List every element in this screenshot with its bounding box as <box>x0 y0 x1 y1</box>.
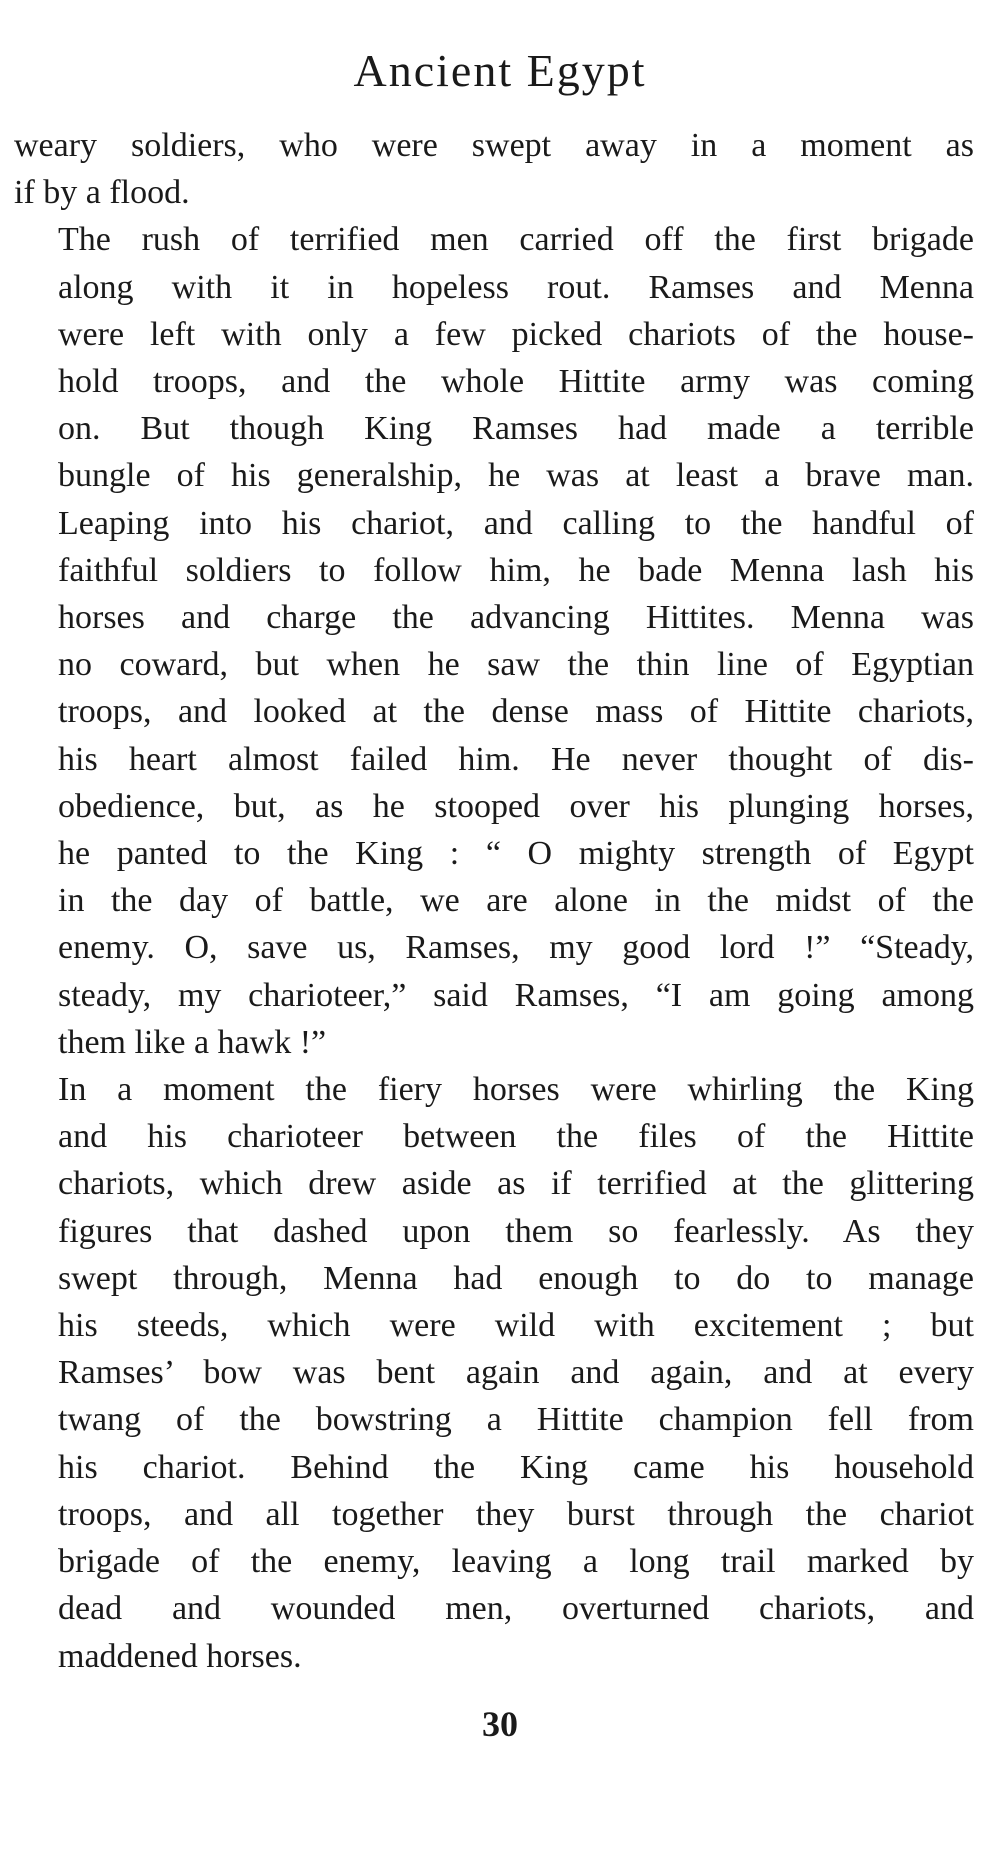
text-line: them like a hawk !” <box>58 1023 327 1061</box>
text-line: in the day of battle, we are alone in the midst of the <box>58 882 974 920</box>
text-line: were left with only a few picked chariots of the house- <box>58 315 974 353</box>
text-line: and his charioteer between the files of the Hittite <box>58 1118 974 1156</box>
body-text <box>14 122 974 1680</box>
text-line: no coward, but when he saw the thin line of Egyptian <box>58 646 974 684</box>
text-line: swept through, Menna had enough to do to manage <box>58 1259 974 1297</box>
running-title: Ancient Egypt <box>353 45 647 96</box>
text-line: weary soldiers, who were swept away in a moment as <box>14 127 974 164</box>
text-line: steady, my charioteer,” said Ramses, “I am going among <box>58 976 974 1014</box>
text-line: enemy. O, save us, Ramses, my good lord !” “Steady, <box>58 929 974 967</box>
text-line: maddened horses. <box>58 1637 302 1675</box>
text-line: faithful soldiers to follow him, he bade Menna lash his <box>58 551 974 589</box>
paragraph <box>14 216 974 1066</box>
text-line: dead and wounded men, overturned chariots, and <box>58 1590 974 1628</box>
text-line: he panted to the King : “ O mighty strength of Egypt <box>58 835 974 873</box>
text-line: his heart almost failed him. He never thought of dis- <box>58 740 974 778</box>
paragraph-continued <box>14 122 974 216</box>
text-line: troops, and all together they burst through the chariot <box>58 1495 974 1533</box>
text-line: his steeds, which were wild with excitement ; but <box>58 1307 974 1345</box>
text-line: brigade of the enemy, leaving a long trail marked by <box>58 1543 974 1581</box>
text-line: In a moment the fiery horses were whirling the King <box>58 1071 974 1109</box>
text-line: Leaping into his chariot, and calling to the handful of <box>58 504 974 542</box>
text-line: obedience, but, as he stooped over his plunging horses, <box>58 787 974 825</box>
text-line: The rush of terrified men carried off the first brigade <box>58 221 974 259</box>
text-line: twang of the bowstring a Hittite champion fell from <box>58 1401 974 1439</box>
text-line: figures that dashed upon them so fearlessly. As they <box>58 1212 974 1250</box>
text-line: his chariot. Behind the King came his household <box>58 1448 974 1486</box>
paragraph <box>14 1066 974 1680</box>
text-line: bungle of his generalship, he was at least a brave man. <box>58 457 974 495</box>
text-line: if by a flood. <box>14 174 190 212</box>
text-line: chariots, which drew aside as if terrified at the glittering <box>58 1165 974 1203</box>
text-line: hold troops, and the whole Hittite army was coming <box>58 363 974 401</box>
text-line: along with it in hopeless rout. Ramses and Menna <box>58 268 974 306</box>
page-number: 30 <box>482 1704 518 1744</box>
text-line: Ramses’ bow was bent again and again, and at every <box>58 1354 974 1392</box>
text-line: troops, and looked at the dense mass of Hittite chariots, <box>58 693 974 731</box>
text-line: on. But though King Ramses had made a terrible <box>58 410 974 448</box>
text-line: horses and charge the advancing Hittites. Menna was <box>58 599 974 637</box>
